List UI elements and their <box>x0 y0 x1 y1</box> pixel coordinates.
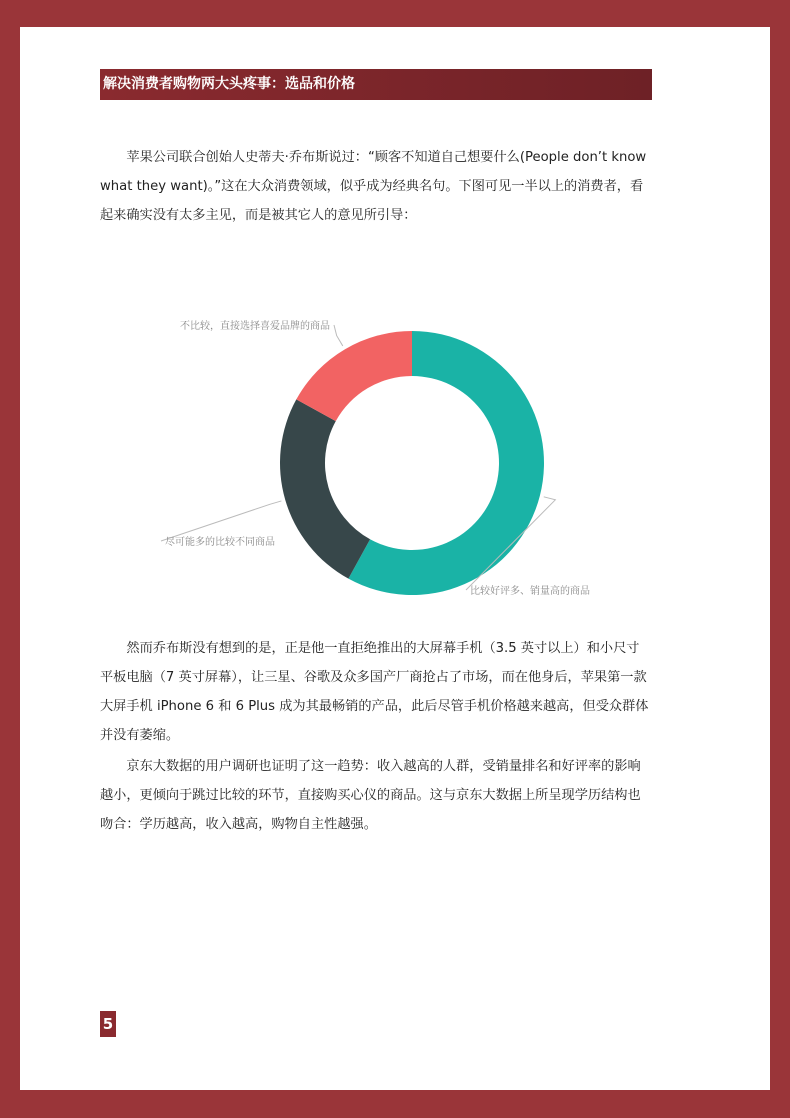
donut-slice <box>296 331 412 421</box>
paragraph-intro: 苹果公司联合创始人史蒂夫·乔布斯说过：“顾客不知道自己想要什么(People don’t know what they want)。”这在大众消费领域，似乎成为经典名句。下图可见一半以上的消费者，看起来确实没有太多主见，而是被其它人的意见所引导： <box>100 150 647 223</box>
section-header: 解决消费者购物两大头疼事：选品和价格 <box>100 69 652 100</box>
paragraph-jobs: 然而乔布斯没有想到的是，正是他一直拒绝推出的大屏幕手机（3.5 英寸以上）和小尺寸平板电脑（7 英寸屏幕），让三星、谷歌及众多国产厂商抢占了市场，而在他身后，苹果第一款大屏手机 iPhone 6 和 6 Plus 成为其最畅销的产品，此后尽管手机价格越来越高，但受众群体并没有萎缩。 <box>100 641 649 743</box>
slice-label: 不比较，直接选择喜爱品牌的商品 <box>180 321 330 332</box>
slice-leader-line <box>334 325 343 346</box>
donut-slice <box>280 399 370 578</box>
donut-chart <box>120 280 620 610</box>
page-number: 5 <box>100 1011 116 1037</box>
paragraph-jd-data: 京东大数据的用户调研也证明了这一趋势：收入越高的人群，受销量排名和好评率的影响越小，更倾向于跳过比较的环节，直接购买心仪的商品。这与京东大数据上所呈现学历结构也吻合：学历越高，收入越高，购物自主性越强。 <box>100 759 641 832</box>
slice-label: 比较好评多、销量高的商品 <box>470 586 590 597</box>
slice-leader-line <box>161 501 281 541</box>
slice-label: 尽可能多的比较不同商品 <box>165 537 275 548</box>
